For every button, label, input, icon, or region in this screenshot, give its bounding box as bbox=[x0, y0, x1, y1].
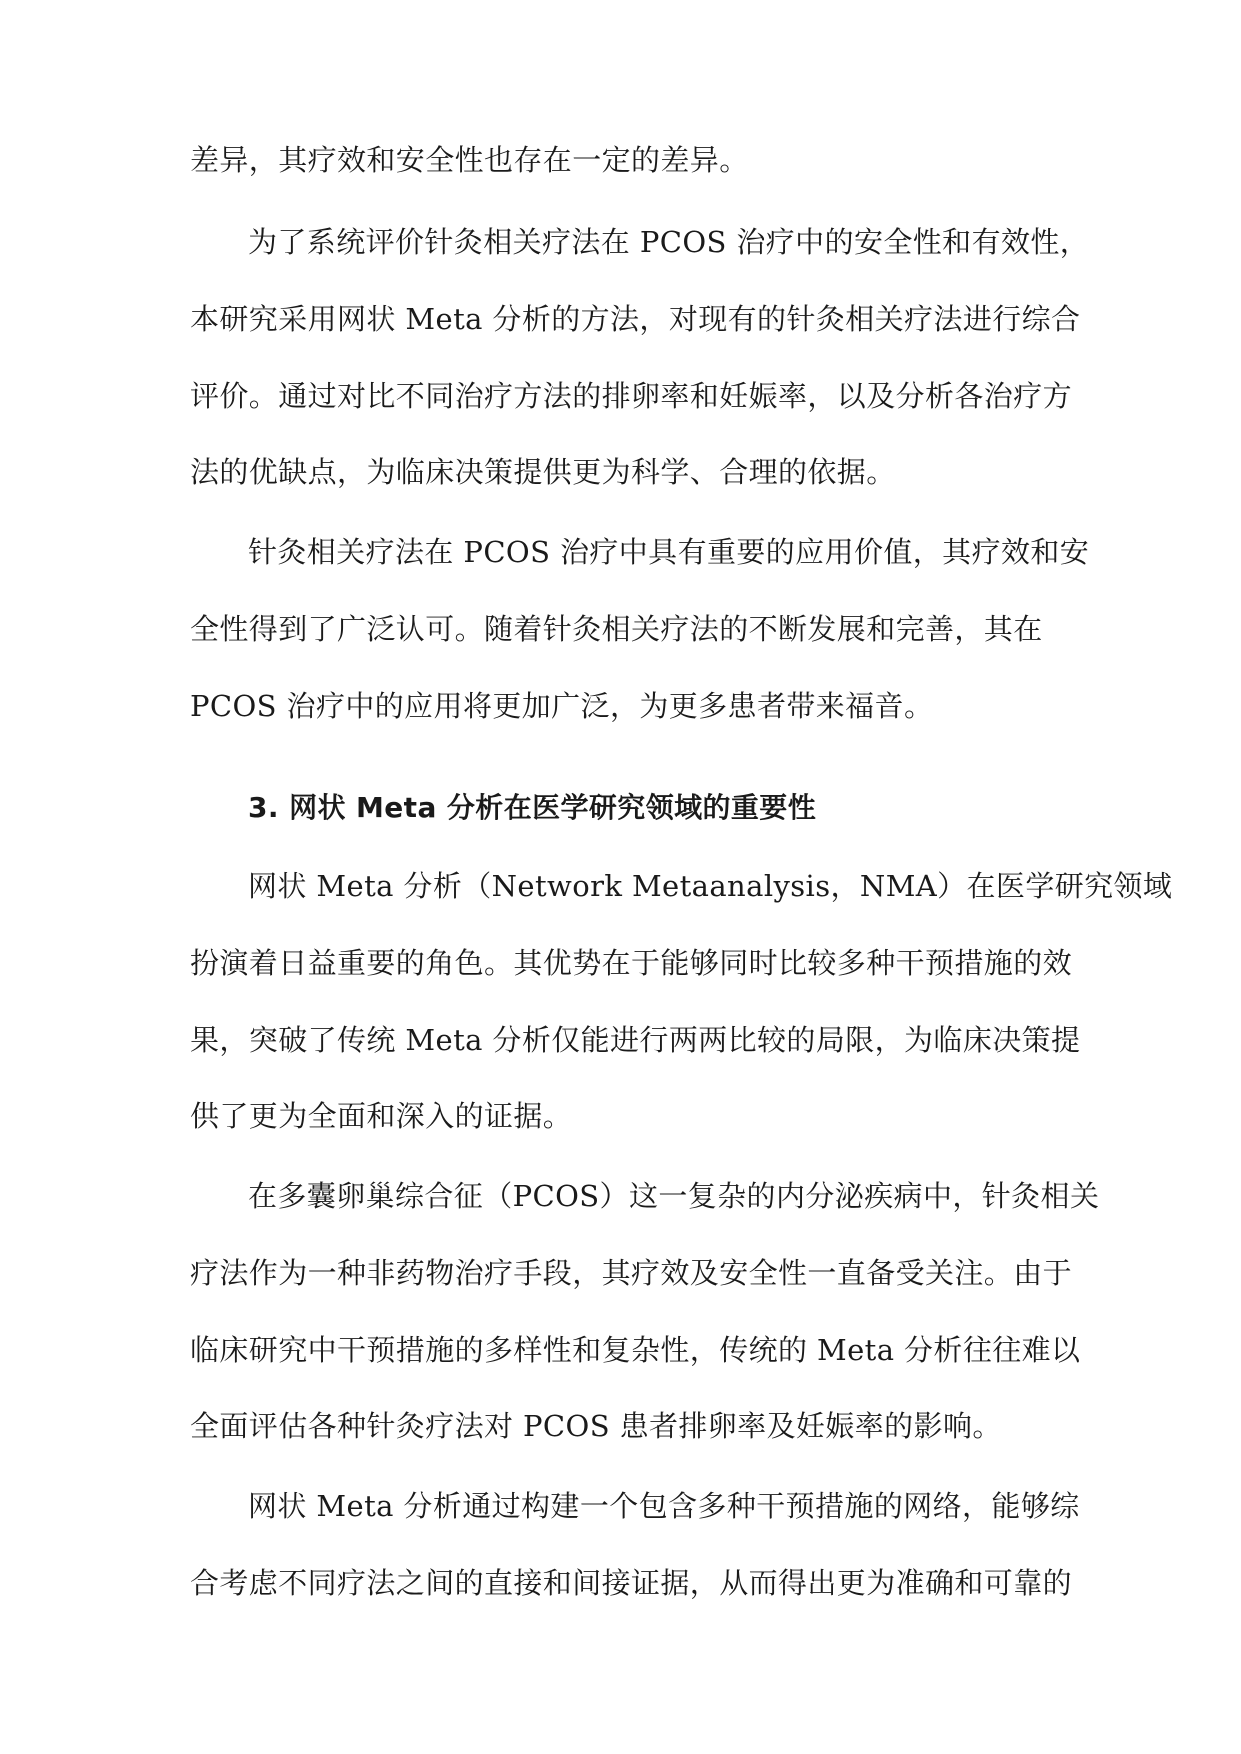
paragraph-line: 疗法作为一种非药物治疗手段，其疗效及安全性一直备受关注。由于 bbox=[190, 1256, 1073, 1290]
paragraph-line: 扮演着日益重要的角色。其优势在于能够同时比较多种干预措施的效 bbox=[190, 946, 1073, 980]
paragraph-line: 本研究采用网状 Meta 分析的方法，对现有的针灸相关疗法进行综合 bbox=[190, 302, 1081, 336]
section-heading: 3. 网状 Meta 分析在医学研究领域的重要性 bbox=[248, 791, 817, 824]
paragraph-line: 全性得到了广泛认可。随着针灸相关疗法的不断发展和完善，其在 bbox=[190, 612, 1043, 646]
paragraph-line: PCOS 治疗中的应用将更加广泛，为更多患者带来福音。 bbox=[190, 689, 934, 723]
paragraph-line: 临床研究中干预措施的多样性和复杂性，传统的 Meta 分析往往难以 bbox=[190, 1333, 1081, 1367]
paragraph-line: 供了更为全面和深入的证据。 bbox=[190, 1099, 573, 1133]
paragraph-line: 在多囊卵巢综合征（PCOS）这一复杂的内分泌疾病中，针灸相关 bbox=[248, 1179, 1100, 1213]
paragraph-line: 为了系统评价针灸相关疗法在 PCOS 治疗中的安全性和有效性， bbox=[248, 225, 1090, 259]
paragraph-line: 评价。通过对比不同治疗方法的排卵率和妊娠率，以及分析各治疗方 bbox=[190, 379, 1073, 413]
paragraph-line: 网状 Meta 分析（Network Metaanalysis，NMA）在医学研究领域 bbox=[248, 869, 1173, 903]
paragraph-line: 合考虑不同疗法之间的直接和间接证据，从而得出更为准确和可靠的 bbox=[190, 1566, 1073, 1600]
paragraph-line: 网状 Meta 分析通过构建一个包含多种干预措施的网络，能够综 bbox=[248, 1489, 1080, 1523]
paragraph-line: 果，突破了传统 Meta 分析仅能进行两两比较的局限，为临床决策提 bbox=[190, 1023, 1081, 1057]
paragraph-line: 差异，其疗效和安全性也存在一定的差异。 bbox=[190, 143, 749, 177]
paragraph-line: 全面评估各种针灸疗法对 PCOS 患者排卵率及妊娠率的影响。 bbox=[190, 1409, 1002, 1443]
paragraph-line: 针灸相关疗法在 PCOS 治疗中具有重要的应用价值，其疗效和安 bbox=[248, 535, 1090, 569]
paragraph-line: 法的优缺点，为临床决策提供更为科学、合理的依据。 bbox=[190, 455, 896, 489]
